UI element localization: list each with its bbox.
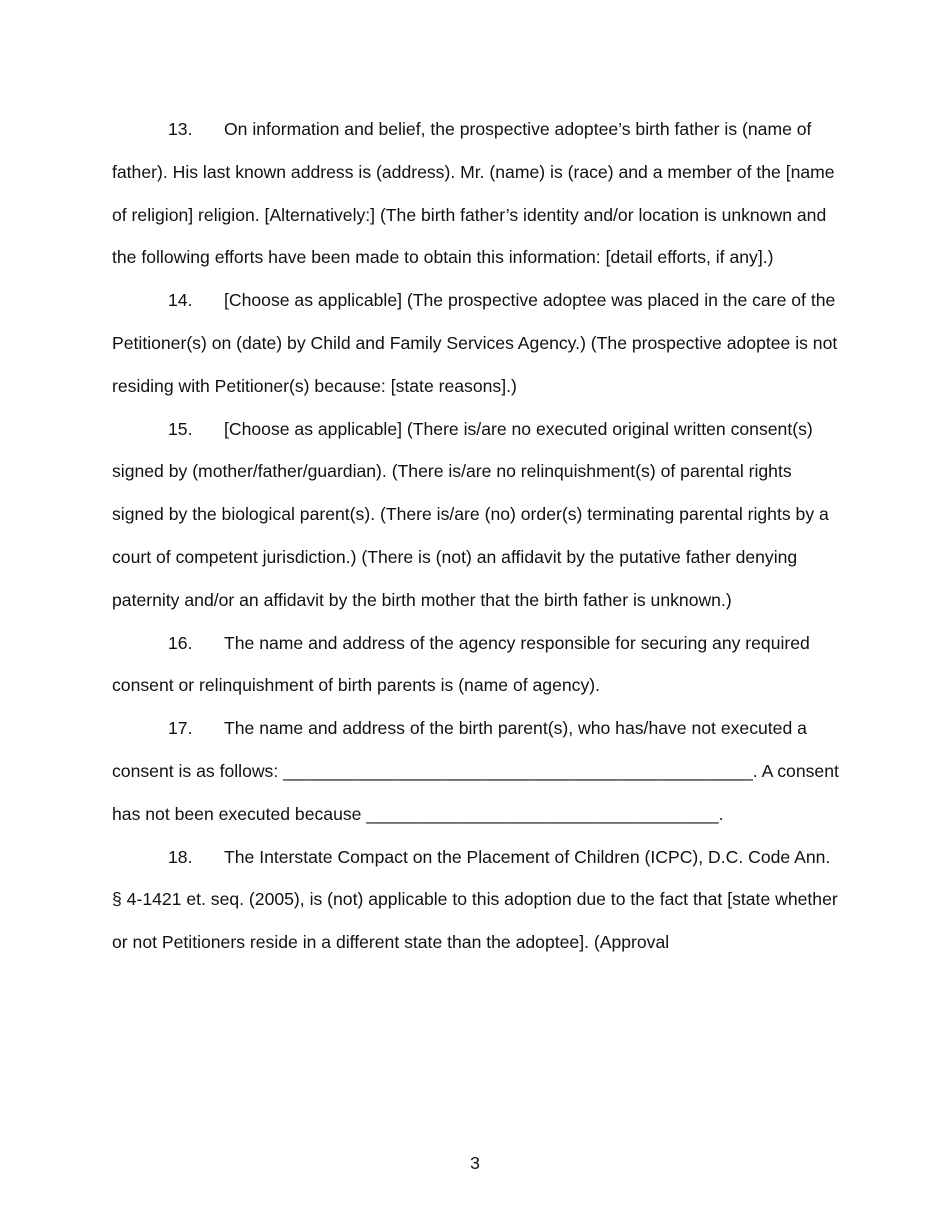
paragraph-17 — [112, 707, 840, 835]
paragraph-15 — [112, 408, 840, 622]
paragraph-text: [Choose as applicable] (There is/are no executed original written consent(s) signed by (mother/father/guardian). (There is/are no relinquishment(s) of parental rights signed by the biological parent(s). (There is/are (no) order(s) terminating parental rights by a court of competent jurisdiction.) (There is (not) an affidavit by the putative father denying paternity and/or an affidavit by the birth mother that the birth father is unknown.) — [112, 418, 829, 610]
paragraph-text: The name and address of the birth parent(s), who has/have not executed a consent is as follows: ________________________________________________. A consent has not been executed because ____________________________________. — [112, 718, 839, 824]
paragraph-text: The name and address of the agency responsible for securing any required consent or relinquishment of birth parents is (name of agency). — [112, 632, 810, 696]
paragraph-text: On information and belief, the prospective adoptee’s birth father is (name of father). His last known address is (address). Mr. (name) is (race) and a member of the [name of religion] religion. [Alternatively:] (The birth father’s identity and/or location is unknown and the following efforts have been made to obtain this information: [detail efforts, if any].) — [112, 119, 835, 268]
paragraph-number: 18. — [168, 846, 193, 867]
paragraph-number: 15. — [168, 418, 193, 439]
paragraph-number: 14. — [168, 290, 193, 311]
paragraph-number: 16. — [168, 632, 193, 653]
paragraph-18 — [112, 836, 840, 964]
document-body — [112, 108, 840, 964]
paragraph-number: 13. — [168, 119, 193, 139]
paragraph-text: [Choose as applicable] (The prospective adoptee was placed in the care of the Petitioner(s) on (date) by Child and Family Services Agency.) (The prospective adoptee is not residing with Petitioner(s) because: [state reasons].) — [112, 290, 838, 396]
paragraph-16 — [112, 622, 840, 708]
page-number: 3 — [470, 1153, 480, 1173]
paragraph-text: The Interstate Compact on the Placement of Children (ICPC), D.C. Code Ann. § 4-1421 et. seq. (2005), is (not) applicable to this adoption due to the fact that [state whether or not Petitioners reside in a different state than the adoptee]. (Approval — [112, 846, 838, 953]
paragraph-number: 17. — [168, 718, 193, 739]
paragraph-14 — [112, 279, 840, 407]
paragraph-13 — [112, 108, 840, 279]
